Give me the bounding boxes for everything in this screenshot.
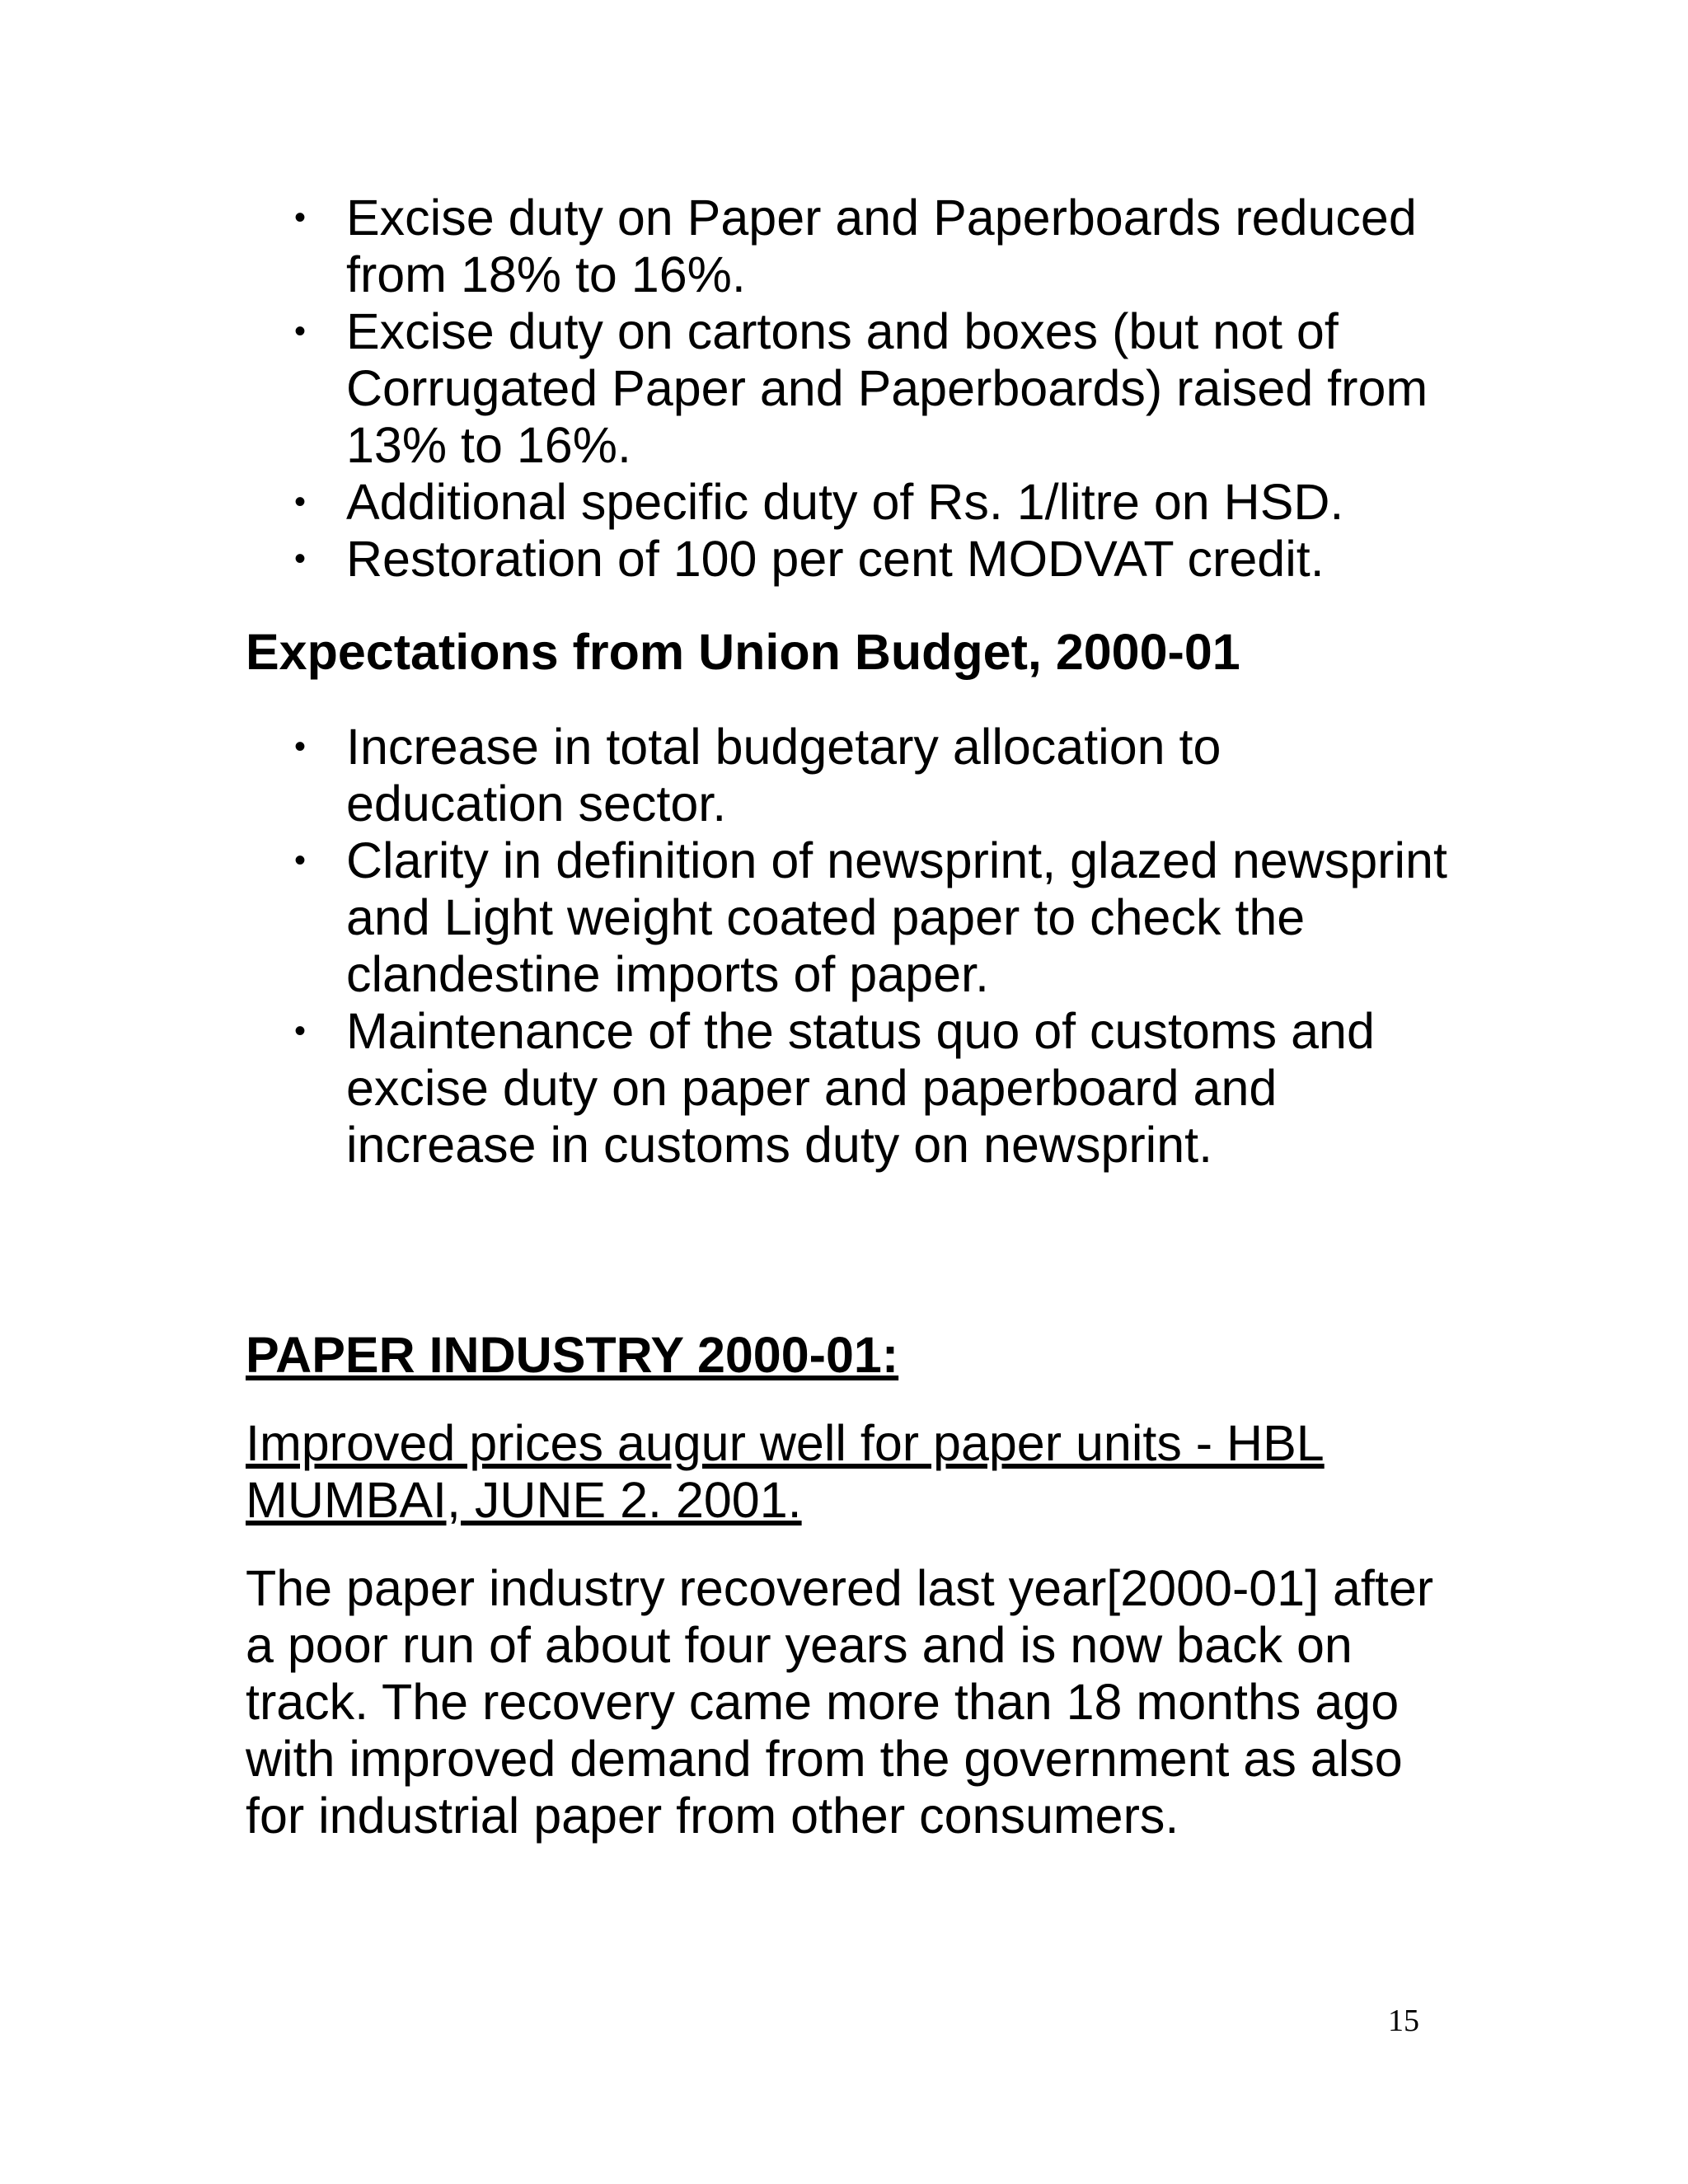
list-item: • Increase in total budgetary allocation to education sector. xyxy=(346,719,1449,832)
list-item: • Clarity in definition of newsprint, glazed newsprint and Light weight coated paper to check the clandestine imports of paper. xyxy=(346,832,1449,1003)
list-item: • Additional specific duty of Rs. 1/litre on HSD. xyxy=(346,474,1449,531)
list-item: • Excise duty on Paper and Paperboards reduced from 18% to 16%. xyxy=(346,190,1449,303)
paper-industry-heading: PAPER INDUSTRY 2000-01: xyxy=(246,1327,899,1383)
body-paragraph: The paper industry recovered last year[2000-01] after a poor run of about four years and is now back on track. The recovery came more than 18 months ago with improved demand from the government as also for industrial paper from other consumers. xyxy=(246,1560,1434,1844)
excise-duty-list xyxy=(246,190,1449,588)
article-dateline: MUMBAI, JUNE 2. 2001. xyxy=(246,1472,802,1528)
expectations-list xyxy=(246,719,1449,1174)
list-item: • Excise duty on cartons and boxes (but not of Corrugated Paper and Paperboards) raised from 13% to 16%. xyxy=(346,303,1449,474)
article-title xyxy=(246,1415,1449,1529)
article-title-line: Improved prices augur well for paper units - HBL xyxy=(246,1415,1325,1471)
page-content xyxy=(246,190,1449,1844)
list-item: • Restoration of 100 per cent MODVAT credit. xyxy=(346,531,1449,588)
expectations-heading: Expectations from Union Budget, 2000-01 xyxy=(246,624,1240,680)
page-number: 15 xyxy=(1388,2004,1419,2038)
list-item: • Maintenance of the status quo of customs and excise duty on paper and paperboard and increase in customs duty on newsprint. xyxy=(346,1003,1449,1174)
